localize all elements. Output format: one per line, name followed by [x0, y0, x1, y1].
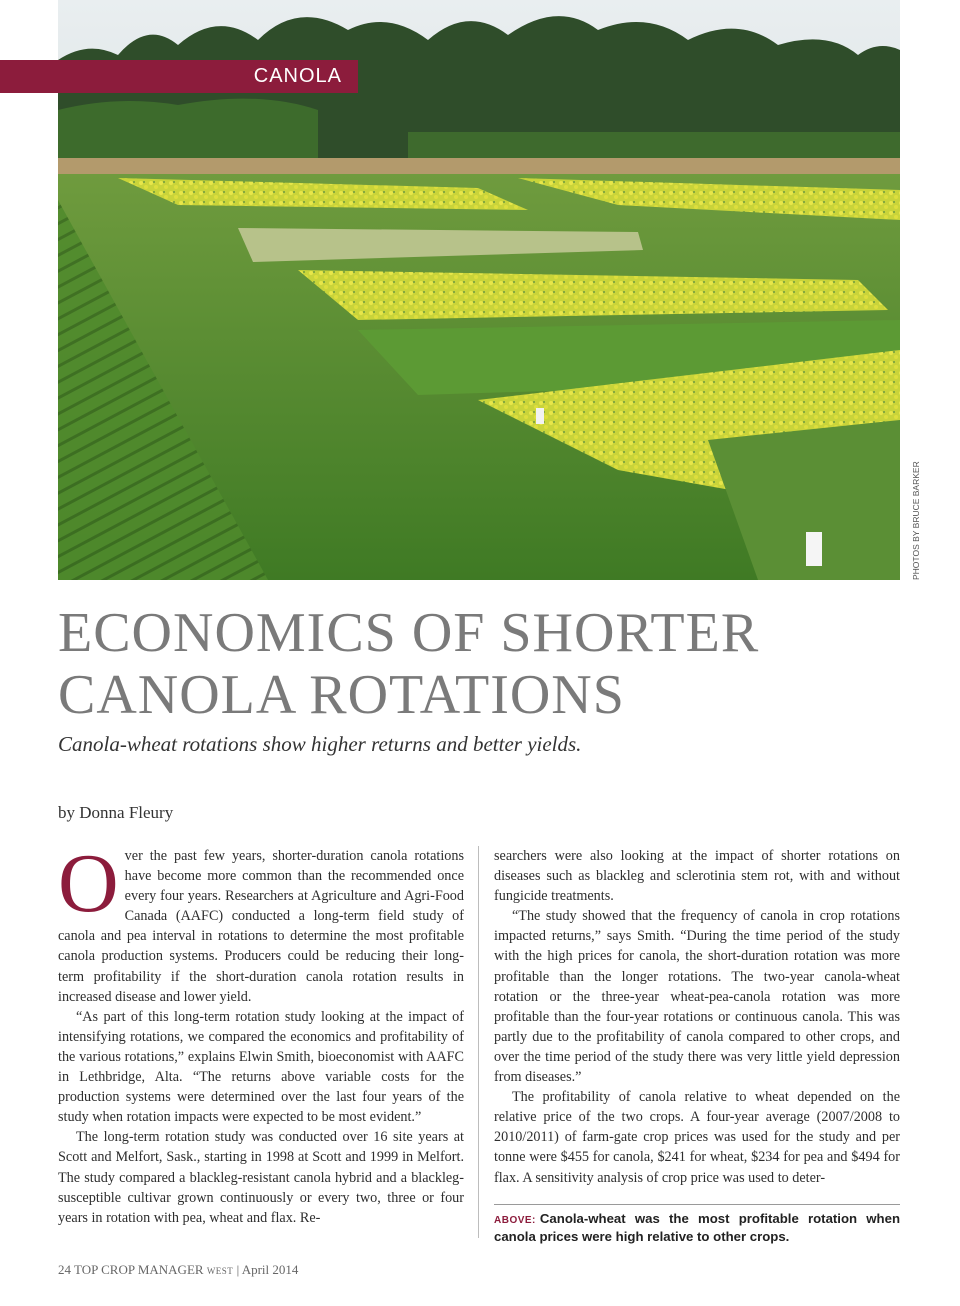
publication-name: TOP CROP MANAGER: [74, 1262, 204, 1277]
paragraph-1: [58, 837, 464, 1007]
photo-caption: [494, 1204, 900, 1245]
column-divider: [478, 846, 479, 1238]
headline-line-1: ECONOMICS OF SHORTER: [58, 602, 760, 664]
issue-date: April 2014: [241, 1262, 299, 1277]
caption-label: ABOVE:: [494, 1215, 536, 1226]
headline-line-2: CANOLA ROTATIONS: [58, 664, 625, 726]
page-number: 24: [58, 1262, 71, 1277]
article-column-right: [494, 846, 900, 1188]
photo-credit: PHOTOS BY BRUCE BARKER: [911, 461, 921, 580]
paragraph-4: searchers were also looking at the impact of shorter rotations on diseases such as blackleg and sclerotinia stem rot, with and without fungicide treatments.: [494, 848, 900, 905]
paragraph-1-text: ver the past few years, shorter-duration canola rotations have become more common than the recommended once every four years. Researchers at Agriculture and Agri-Food Canada (AAFC) conducted a long-term field study of canola and pea interval in rotations to determine the most profitable canola production systems. Producers could be reducing their long-term profitability if the short-duration canola rotation results in increased disease and lower yield.: [58, 848, 464, 1005]
section-tag: CANOLA: [0, 60, 358, 93]
headline: [58, 602, 918, 726]
dropcap: O: [58, 837, 119, 930]
article-column-left: [58, 837, 464, 1228]
folio-separator: |: [236, 1262, 240, 1277]
paragraph-3: The long-term rotation study was conducted over 16 site years at Scott and Melfort, Sask., starting in 1998 at Scott and 1999 in Melfort. The study compared a blackleg-resistant canola hybrid and a blackleg-susceptible cultivar grown continuously or every two, three or four years in rotation with pea, wheat and flax. Re-: [58, 1129, 464, 1226]
caption-text: Canola-wheat was the most profitable rotation when canola prices were high relative to other crops.: [494, 1211, 900, 1244]
deck: Canola-wheat rotations show higher returns and better yields.: [58, 732, 582, 756]
publication-edition: WEST: [206, 1266, 234, 1276]
paragraph-5: “The study showed that the frequency of canola in crop rotations impacted returns,” says Smith. “During the time period of the study with the high prices for canola, the short-duration rotation was more profitable than the longer rotations. The two-year canola-wheat rotation or the three-year wheat-pea-canola rotation was more profitable than the four-year rotations or continuous canola. This was partly due to the profitability of canola compared to other crops, and over the time period of the study there was very little yield depression from diseases.”: [494, 908, 900, 1086]
byline: by Donna Fleury: [58, 803, 174, 822]
paragraph-6: The profitability of canola relative to wheat depended on the relative price of the two crops. A four-year average (2007/2008 to 2010/2011) of farm-gate crop prices was used for the study and per tonne were $455 for canola, $241 for wheat, $234 for pea and $494 for flax. A sensitivity analysis of crop price was used to deter-: [494, 1089, 900, 1186]
folio: [58, 1262, 298, 1278]
paragraph-2: “As part of this long-term rotation study looking at the impact of intensifying rotations, we compared the economics and profitability of the various rotations,” explains Elwin Smith, bioeconomist with AAFC in Lethbridge, Alta. “The returns above variable costs for the production systems were determined over the last four years of the study when rotation impacts were expected to be most evident.”: [58, 1008, 464, 1126]
